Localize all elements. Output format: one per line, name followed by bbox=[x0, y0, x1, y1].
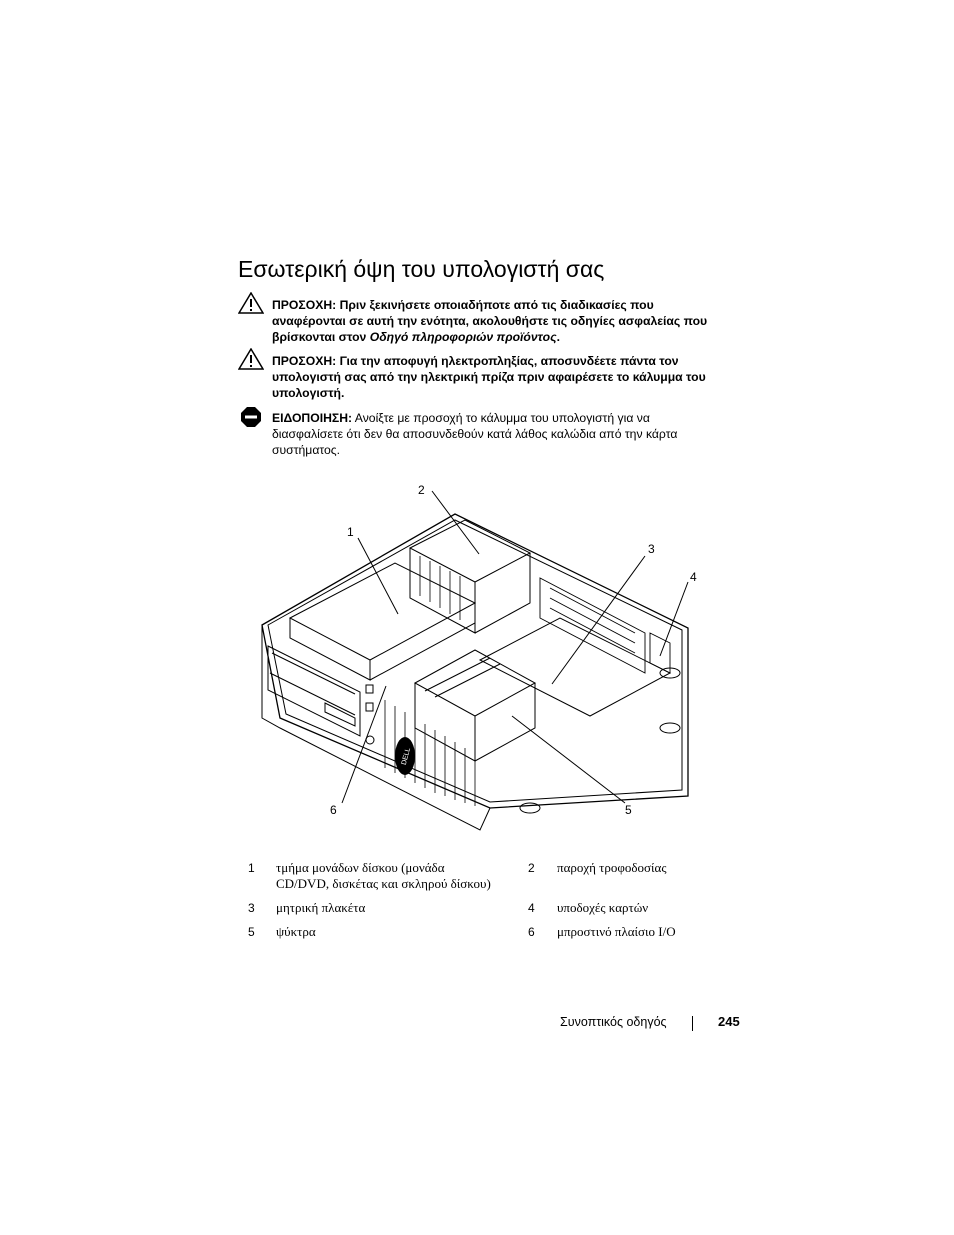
caution-text-line: Για την αποφυγή ηλεκτροπληξίας, αποσυνδέετε πάντα τον bbox=[339, 354, 679, 368]
callout-4: 4 bbox=[690, 570, 697, 584]
notice-label: ΕΙΔΟΠΟΙΗΣΗ: bbox=[272, 411, 353, 425]
notice-note bbox=[272, 410, 732, 458]
caution-note-1 bbox=[272, 297, 732, 345]
legend-number: 5 bbox=[248, 925, 255, 939]
legend-text: παροχή τροφοδοσίας bbox=[557, 860, 667, 875]
callout-1: 1 bbox=[347, 525, 354, 539]
caution-text-line: Πριν ξεκινήσετε οποιαδήποτε από τις διαδικασίες που bbox=[339, 298, 654, 312]
legend-number: 1 bbox=[248, 861, 255, 875]
dell-logo-text: DELL bbox=[400, 747, 413, 766]
legend-text: μπροστινό πλαίσιο I/O bbox=[557, 924, 676, 939]
caution-text-line: βρίσκονται στον bbox=[272, 330, 370, 344]
guide-reference: Οδηγό πληροφοριών προϊόντος bbox=[369, 330, 557, 344]
caution-label: ΠΡΟΣΟΧΗ: bbox=[272, 298, 337, 312]
callout-3: 3 bbox=[648, 542, 655, 556]
caution-text-end: . bbox=[556, 330, 560, 344]
page-title: Εσωτερική όψη του υπολογιστή σας bbox=[238, 256, 605, 282]
notice-icon bbox=[240, 406, 262, 428]
caution-text-line: υπολογιστή. bbox=[272, 386, 345, 400]
notice-text-line: συστήματος. bbox=[272, 443, 341, 457]
callout-5: 5 bbox=[625, 803, 632, 817]
dell-logo bbox=[395, 737, 415, 775]
caution-label: ΠΡΟΣΟΧΗ: bbox=[272, 354, 337, 368]
legend-text: υποδοχές καρτών bbox=[557, 900, 649, 915]
warning-icon bbox=[238, 292, 264, 314]
notice-text-line: διασφαλίσετε ότι δεν θα αποσυνδεθούν κατά λάθος καλώδια από την κάρτα bbox=[272, 427, 678, 441]
callout-6: 6 bbox=[330, 803, 337, 817]
legend-number: 6 bbox=[528, 925, 535, 939]
legend-text: τμήμα μονάδων δίσκου (μονάδα CD/DVD, δισκέτας και σκληρού δίσκου) bbox=[276, 860, 491, 891]
caution-text-line: υπολογιστή σας από την ηλεκτρική πρίζα πριν αφαιρέσετε το κάλυμμα του bbox=[272, 370, 706, 384]
notice-text-line: Ανοίξτε με προσοχή το κάλυμμα του υπολογιστή για να bbox=[354, 411, 650, 425]
callout-2: 2 bbox=[418, 483, 425, 497]
caution-note-2 bbox=[272, 353, 732, 401]
footer-separator bbox=[692, 1016, 693, 1031]
caution-text-line: αναφέρονται σε αυτή την ενότητα, ακολουθήστε τις οδηγίες ασφαλείας που bbox=[272, 314, 708, 328]
page-number: 245 bbox=[718, 1014, 740, 1029]
legend-number: 4 bbox=[528, 901, 535, 915]
legend-text: μητρική πλακέτα bbox=[276, 900, 366, 915]
warning-icon bbox=[238, 348, 264, 370]
computer-interior-diagram bbox=[250, 478, 720, 848]
footer-section-title: Συνοπτικός οδηγός bbox=[560, 1015, 667, 1029]
legend-number: 3 bbox=[248, 901, 255, 915]
legend-text: ψύκτρα bbox=[276, 924, 316, 939]
legend-number: 2 bbox=[528, 861, 535, 875]
